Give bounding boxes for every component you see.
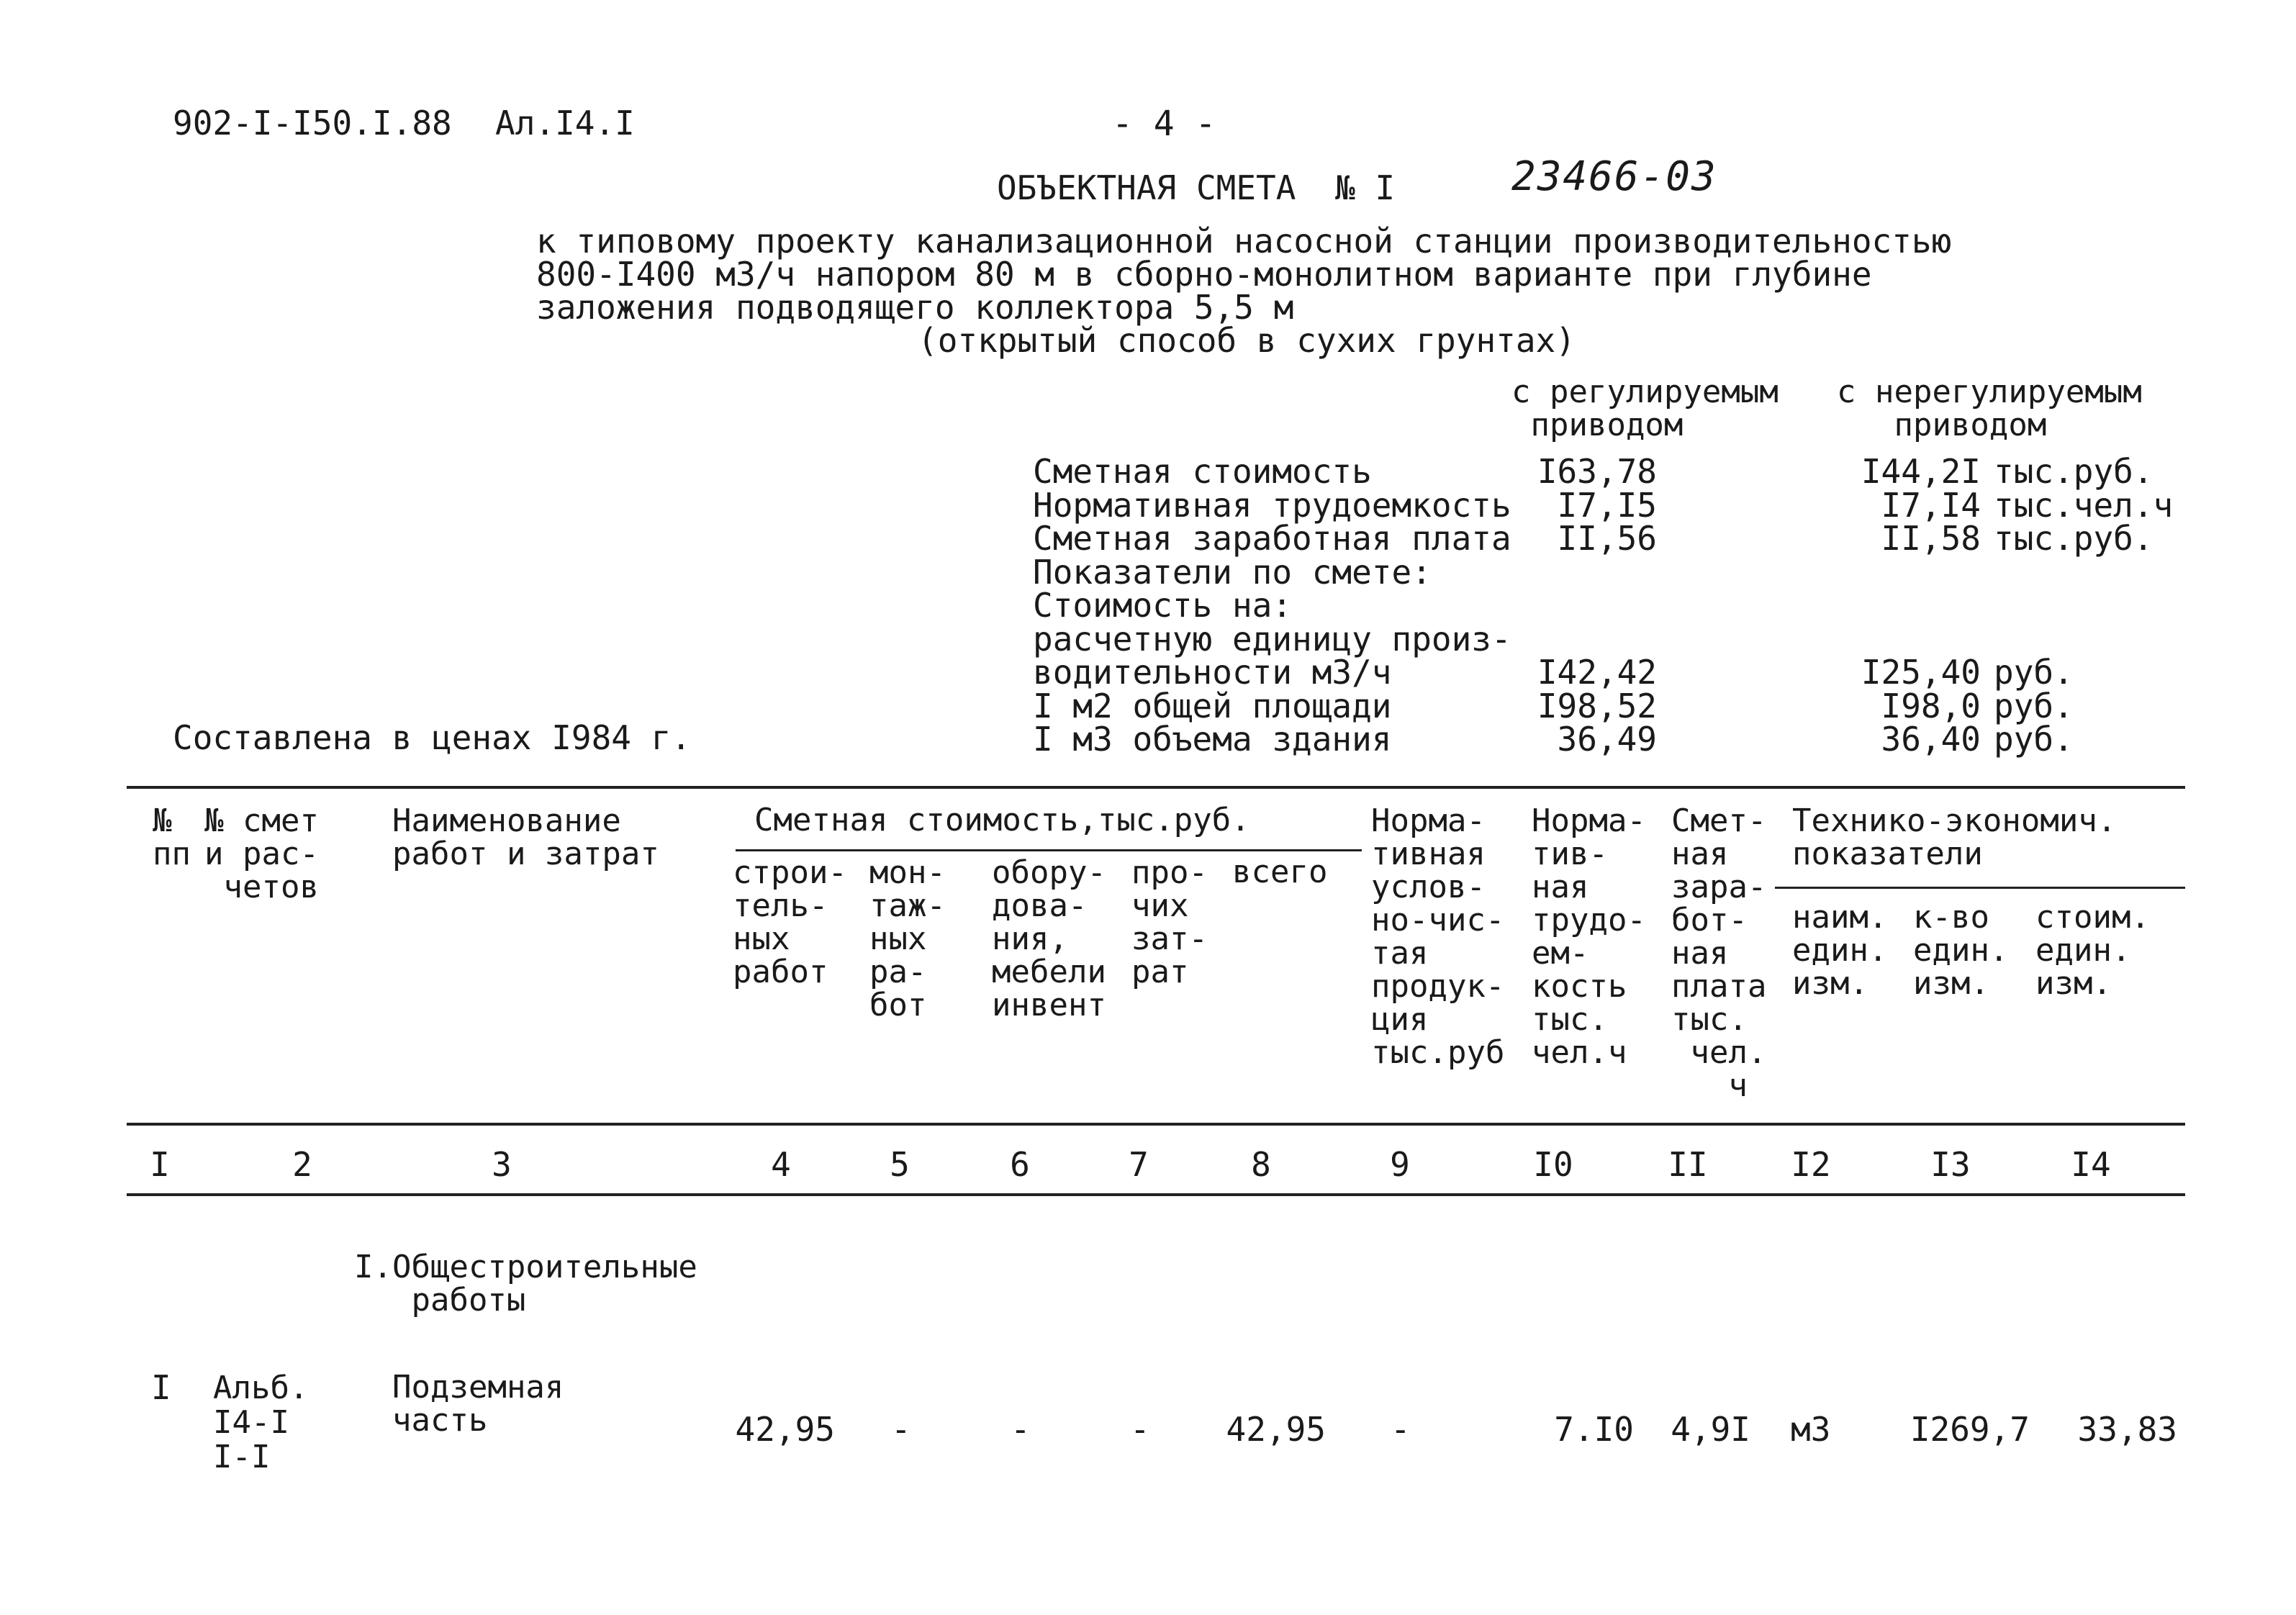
header-unit-cost: стоим. един. изм. xyxy=(2035,899,2150,1002)
column-number: 3 xyxy=(492,1145,512,1184)
summary-value-regulated: I98,52 xyxy=(1537,687,1657,725)
estimate-number: № I xyxy=(1335,168,1396,207)
column-number: I xyxy=(150,1145,170,1184)
header-work-name: Наименование работ и затрат xyxy=(392,802,659,872)
description-line-2: 800-I400 м3/ч напором 80 м в сборно-монолитном варианте при глубине xyxy=(536,255,1872,294)
summary-label: расчетную единицу произ- xyxy=(1033,620,1511,659)
summary-value-regulated: II,56 xyxy=(1557,519,1657,558)
row-wage: 4,9I xyxy=(1671,1410,1750,1449)
header-cost-group: Сметная стоимость,тыс.руб. xyxy=(754,802,1250,838)
summary-header-regulated: с регулируемым приводом xyxy=(1511,374,1779,443)
description-line-4: (открытый способ в сухих грунтах) xyxy=(918,321,1576,360)
column-number: I3 xyxy=(1930,1145,1971,1184)
summary-value-unregulated: I7,I4 xyxy=(1881,486,1981,525)
column-number: 7 xyxy=(1129,1145,1149,1184)
summary-label: I м2 общей площади xyxy=(1033,687,1392,725)
column-number: 9 xyxy=(1390,1145,1410,1184)
column-number: 2 xyxy=(292,1145,312,1184)
row-normative-product: - xyxy=(1391,1410,1411,1449)
cost-group-rule xyxy=(736,849,1362,851)
price-basis-note: Составлена в ценах I984 г. xyxy=(173,718,692,757)
column-number: II xyxy=(1668,1145,1708,1184)
header-building-works: строи- тель- ных работ xyxy=(733,854,847,990)
header-tech-group: Технико-экономич. показатели xyxy=(1792,802,2117,872)
document-title: ОБЪЕКТНАЯ СМЕТА xyxy=(997,168,1296,207)
summary-value-regulated: I42,42 xyxy=(1537,653,1657,692)
row-building-cost: 42,95 xyxy=(735,1410,835,1449)
summary-label: водительности м3/ч xyxy=(1033,653,1392,692)
row-quantity: I269,7 xyxy=(1909,1410,2030,1449)
summary-value-unregulated: I25,40 xyxy=(1861,653,1981,692)
column-number: I2 xyxy=(1791,1145,1831,1184)
row-mounting-cost: - xyxy=(891,1410,911,1449)
document-code: 902-I-I50.I.88 xyxy=(173,104,452,142)
section-title: I.Общестроительные работы xyxy=(354,1249,697,1318)
summary-label: Сметная стоимость xyxy=(1033,452,1372,491)
summary-unit: руб. xyxy=(1994,653,2074,692)
header-estimate-ref: № смет и рас- четов xyxy=(204,802,319,905)
description-line-1: к типовому проекту канализационной насосной станции производительностью xyxy=(536,222,1952,261)
summary-label: Сметная заработная плата xyxy=(1033,519,1511,558)
page-number: - 4 - xyxy=(1112,104,1216,144)
column-number: I0 xyxy=(1533,1145,1573,1184)
row-other-cost: - xyxy=(1130,1410,1150,1449)
header-unit-quantity: к-во един. изм. xyxy=(1913,899,2009,1002)
summary-value-unregulated: I44,2I xyxy=(1861,452,1981,491)
summary-value-regulated: 36,49 xyxy=(1557,720,1657,759)
column-number: I4 xyxy=(2071,1145,2111,1184)
summary-unit: руб. xyxy=(1994,687,2074,725)
summary-value-regulated: I63,78 xyxy=(1537,452,1657,491)
table-top-rule xyxy=(127,786,2185,789)
summary-label: I м3 объема здания xyxy=(1033,720,1392,759)
row-labor: 7.I0 xyxy=(1554,1410,1634,1449)
row-total-cost: 42,95 xyxy=(1226,1410,1326,1449)
header-normative-product: Норма- тивная услов- но-чис- тая продук- ция тыс.руб xyxy=(1371,802,1505,1071)
header-mounting-works: мон- таж- ных ра- бот xyxy=(869,854,946,1023)
description-line-3: заложения подводящего коллектора 5,5 м xyxy=(536,288,1294,327)
row-equipment-cost: - xyxy=(1011,1410,1031,1449)
column-number: 6 xyxy=(1010,1145,1030,1184)
header-equipment: обору- дова- ния, мебели инвент xyxy=(992,854,1106,1023)
column-numbers-rule xyxy=(127,1193,2185,1196)
header-estimated-wage: Смет- ная зара- бот- ная плата тыс. чел. ч xyxy=(1671,802,1767,1104)
row-work-name: Подземная часть xyxy=(392,1369,564,1439)
header-row-number: № пп xyxy=(153,802,191,872)
summary-value-regulated: I7,I5 xyxy=(1557,486,1657,525)
tech-group-rule xyxy=(1775,887,2185,889)
summary-label: Показатели по смете: xyxy=(1033,553,1432,592)
album-number: Ал.I4.I xyxy=(495,104,635,142)
row-estimate-ref: Альб. I4-I I-I xyxy=(213,1370,309,1475)
summary-label: Стоимость на: xyxy=(1033,586,1293,625)
row-number: I xyxy=(151,1368,171,1407)
header-bottom-rule xyxy=(127,1123,2185,1126)
summary-unit: руб. xyxy=(1994,720,2074,759)
handwritten-stamp: 23466-03 xyxy=(1511,153,1717,200)
column-number: 5 xyxy=(890,1145,910,1184)
summary-unit: тыс.чел.ч xyxy=(1994,486,2174,525)
column-number: 8 xyxy=(1251,1145,1271,1184)
summary-label: Нормативная трудоемкость xyxy=(1033,486,1511,525)
row-unit: м3 xyxy=(1791,1410,1831,1449)
row-unit-cost: 33,83 xyxy=(2077,1410,2177,1449)
summary-unit: тыс.руб. xyxy=(1994,452,2153,491)
summary-value-unregulated: I98,0 xyxy=(1881,687,1981,725)
summary-header-unregulated: с нерегулируемым приводом xyxy=(1837,374,2142,443)
header-total: всего xyxy=(1232,854,1328,890)
summary-unit: тыс.руб. xyxy=(1994,519,2153,558)
column-number: 4 xyxy=(771,1145,791,1184)
header-normative-labor: Норма- тив- ная трудо- ем- кость тыс. чел.ч xyxy=(1532,802,1646,1071)
summary-value-unregulated: 36,40 xyxy=(1881,720,1981,759)
header-other-costs: про- чих зат- рат xyxy=(1131,854,1208,990)
header-unit-name: наим. един. изм. xyxy=(1792,899,1888,1002)
summary-value-unregulated: II,58 xyxy=(1881,519,1981,558)
